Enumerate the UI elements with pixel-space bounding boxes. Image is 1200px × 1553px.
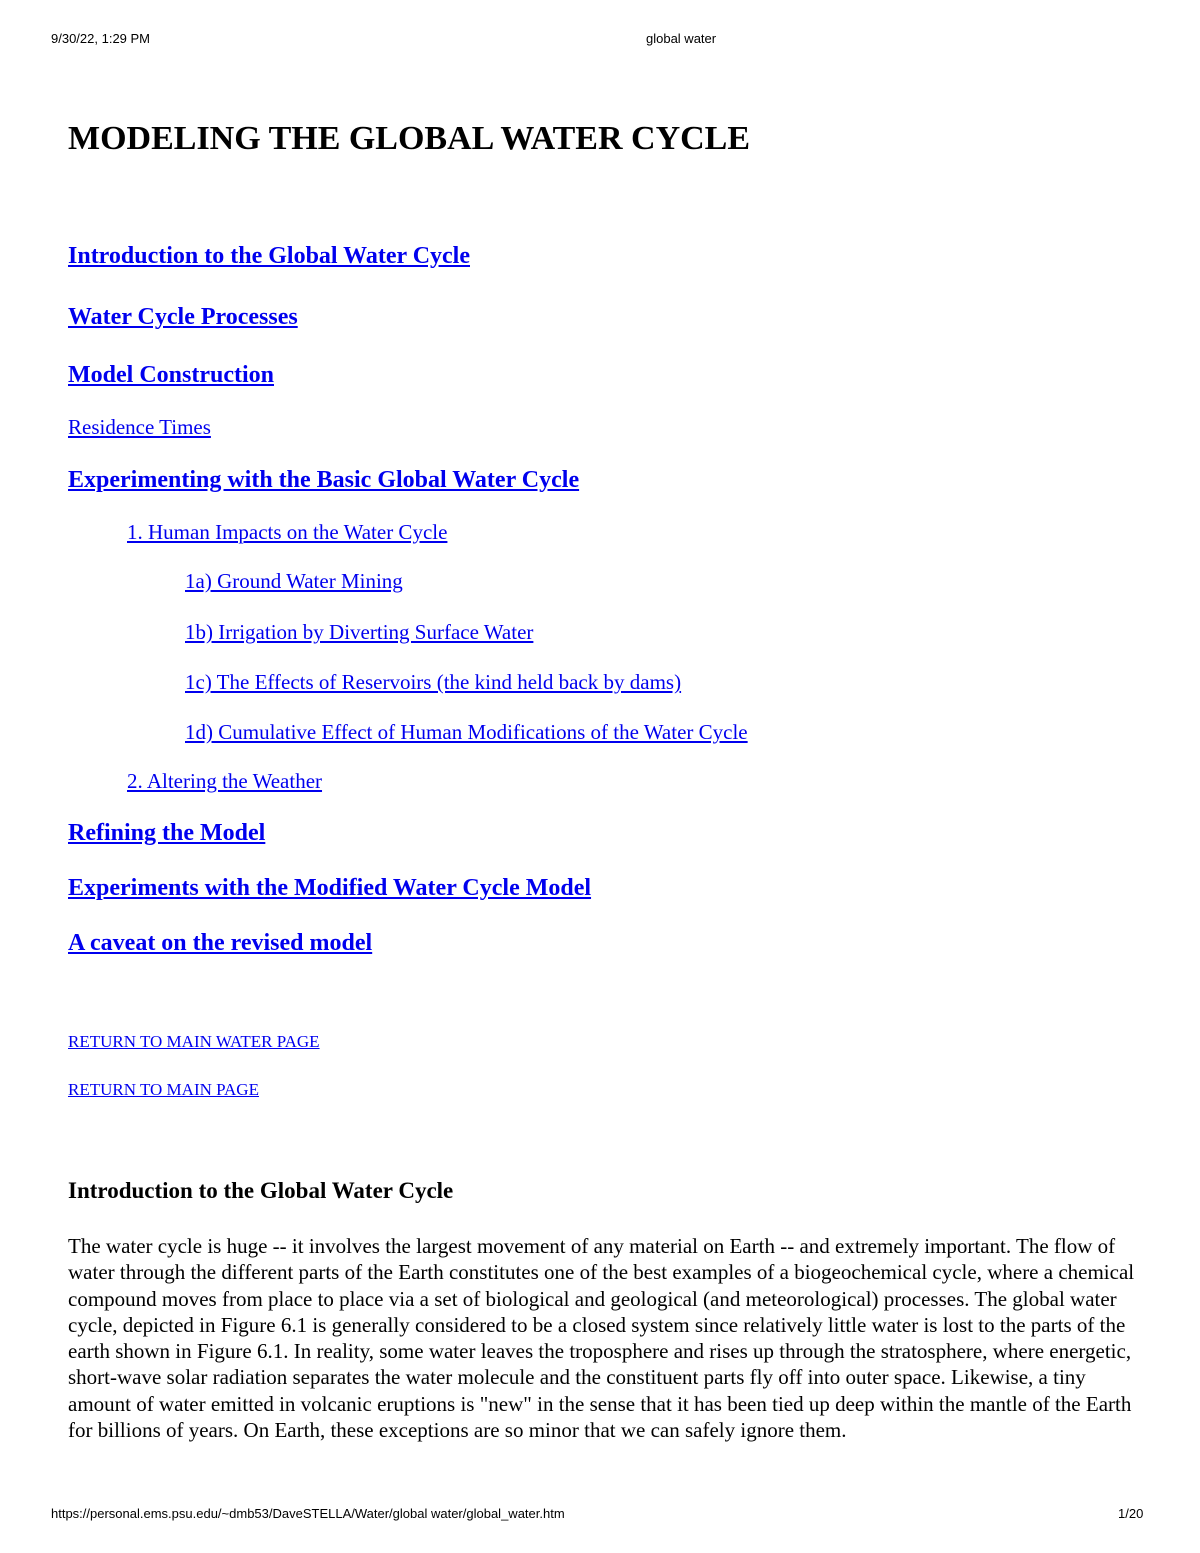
toc-link-model-construction[interactable]: Model Construction bbox=[68, 362, 274, 388]
toc-link-altering-weather[interactable]: 2. Altering the Weather bbox=[127, 769, 323, 793]
toc-link-refining-model[interactable]: Refining the Model bbox=[68, 820, 266, 846]
section-heading: Introduction to the Global Water Cycle bbox=[68, 1178, 454, 1203]
toc-link-cumulative-effect[interactable]: 1d) Cumulative Effect of Human Modifications of the Water Cycle bbox=[185, 720, 748, 744]
toc-link-residence-times[interactable]: Residence Times bbox=[68, 415, 211, 439]
toc-link-caveat[interactable]: A caveat on the revised model bbox=[68, 930, 373, 956]
page-title: MODELING THE GLOBAL WATER CYCLE bbox=[68, 120, 751, 157]
print-header bbox=[0, 31, 1200, 49]
toc-link-experiments-modified[interactable]: Experiments with the Modified Water Cycle Model bbox=[68, 875, 592, 901]
toc-link-human-impacts[interactable]: 1. Human Impacts on the Water Cycle bbox=[127, 520, 448, 544]
print-doc-title: global water bbox=[646, 31, 717, 46]
toc-link-ground-water-mining[interactable]: 1a) Ground Water Mining bbox=[185, 569, 403, 593]
toc-link-water-cycle-processes[interactable]: Water Cycle Processes bbox=[68, 304, 298, 330]
print-url: https://personal.ems.psu.edu/~dmb53/DaveSTELLA/Water/global water/global_water.htm bbox=[51, 1506, 565, 1521]
print-datetime: 9/30/22, 1:29 PM bbox=[51, 31, 151, 46]
section-paragraph: The water cycle is huge -- it involves the largest movement of any material on Earth -- and extremely important. The flow of water through the different parts of the Earth constitutes one of the best examples of a biogeochemical cycle, where a chemical compound moves from place to place via a set of biological and geological (and meteorological) processes. The global water cycle, depicted in Figure 6.1 is generally considered to be a closed system since relatively little water is lost to the parts of the earth shown in Figure 6.1. In reality, some water leaves the troposphere and rises up through the stratosphere, where energetic, short-wave solar radiation separates the water molecule and the constituent parts fly off into outer space. Likewise, a tiny amount of water emitted in volcanic eruptions is "new" in the sense that it has been tied up deep within the mantle of the Earth for billions of years. On Earth, these exceptions are so minor that we can safely ignore them. bbox=[68, 1234, 1135, 1443]
toc-link-reservoirs[interactable]: 1c) The Effects of Reservoirs (the kind held back by dams) bbox=[185, 670, 682, 694]
print-footer bbox=[0, 1506, 1200, 1524]
print-page-number: 1/20 bbox=[1118, 1506, 1144, 1521]
toc-link-irrigation[interactable]: 1b) Irrigation by Diverting Surface Water bbox=[185, 620, 534, 644]
return-main-page-link[interactable]: RETURN TO MAIN PAGE bbox=[68, 1080, 259, 1099]
toc-link-experimenting-basic[interactable]: Experimenting with the Basic Global Water Cycle bbox=[68, 467, 580, 493]
toc-link-introduction[interactable]: Introduction to the Global Water Cycle bbox=[68, 243, 470, 269]
return-main-water-link[interactable]: RETURN TO MAIN WATER PAGE bbox=[68, 1032, 320, 1051]
